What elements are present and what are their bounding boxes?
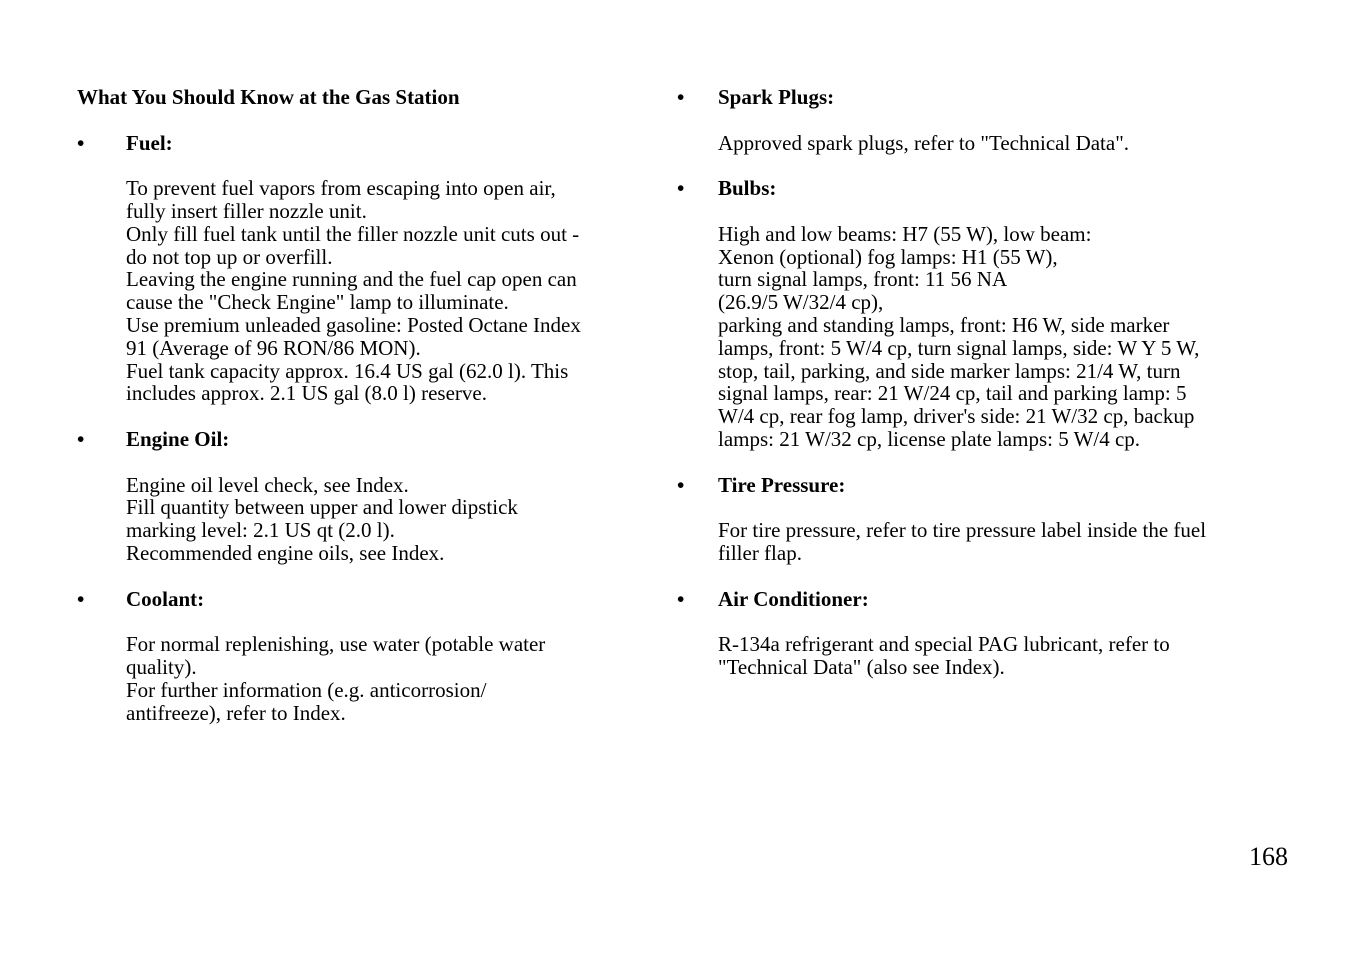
section-heading bbox=[677, 474, 1277, 497]
section-bulbs bbox=[677, 177, 1277, 451]
body-line: For further information (e.g. anticorrosion/ bbox=[126, 677, 487, 702]
body-line: quality). bbox=[126, 654, 197, 679]
body-line: parking and standing lamps, front: H6 W, side marker bbox=[718, 312, 1170, 337]
body-line: lamps, front: 5 W/4 cp, turn signal lamps, side: W Y 5 W, bbox=[718, 335, 1200, 360]
bullet-icon: • bbox=[677, 472, 685, 497]
body-line: includes approx. 2.1 US gal (8.0 l) reserve. bbox=[126, 381, 487, 406]
body-line: W/4 cp, rear fog lamp, driver's side: 21 W/32 cp, backup bbox=[718, 404, 1195, 429]
body-line: Leaving the engine running and the fuel cap open can bbox=[126, 267, 577, 292]
bullet-icon: • bbox=[677, 85, 685, 109]
bullet-icon: • bbox=[677, 176, 685, 201]
bullet-icon: • bbox=[77, 586, 85, 611]
section-heading bbox=[77, 132, 637, 155]
section-title: Tire Pressure: bbox=[718, 472, 846, 497]
left-column bbox=[77, 86, 637, 747]
body-line: Engine oil level check, see Index. bbox=[126, 472, 409, 497]
section-title: Fuel: bbox=[126, 130, 173, 155]
body-line: Only fill fuel tank until the filler nozzle unit cuts out - bbox=[126, 221, 580, 246]
body-line: R-134a refrigerant and special PAG lubricant, refer to bbox=[718, 632, 1170, 657]
section-body bbox=[126, 177, 637, 405]
body-line: antifreeze), refer to Index. bbox=[126, 700, 346, 725]
section-air-conditioner bbox=[677, 588, 1277, 679]
body-line: do not top up or overfill. bbox=[126, 244, 333, 269]
section-title: Bulbs: bbox=[718, 176, 777, 201]
bullet-icon: • bbox=[677, 586, 685, 611]
section-spark-plugs bbox=[677, 86, 1277, 154]
section-title: Spark Plugs: bbox=[718, 85, 835, 109]
body-line: Recommended engine oils, see Index. bbox=[126, 540, 445, 565]
section-heading bbox=[677, 177, 1277, 200]
body-line: filler flap. bbox=[718, 540, 802, 565]
body-line: (26.9/5 W/32/4 cp), bbox=[718, 290, 884, 315]
body-line: High and low beams: H7 (55 W), low beam: bbox=[718, 221, 1092, 246]
section-coolant bbox=[77, 588, 637, 725]
section-body bbox=[126, 474, 637, 565]
body-line: Fill quantity between upper and lower dipstick bbox=[126, 495, 518, 520]
bullet-icon: • bbox=[77, 426, 85, 451]
section-heading bbox=[77, 428, 637, 451]
section-body bbox=[718, 633, 1277, 679]
body-line: Approved spark plugs, refer to "Technical Data". bbox=[718, 130, 1130, 155]
body-line: cause the "Check Engine" lamp to illuminate. bbox=[126, 290, 509, 315]
section-title: Engine Oil: bbox=[126, 426, 230, 451]
body-line: Fuel tank capacity approx. 16.4 US gal (62.0 l). This bbox=[126, 358, 569, 383]
body-line: turn signal lamps, front: 11 56 NA bbox=[718, 267, 1008, 292]
body-line: fully insert filler nozzle unit. bbox=[126, 198, 367, 223]
right-column bbox=[677, 86, 1277, 702]
section-heading bbox=[677, 86, 1277, 109]
body-line: For normal replenishing, use water (potable water bbox=[126, 632, 546, 657]
body-line: To prevent fuel vapors from escaping into open air, bbox=[126, 176, 556, 201]
section-heading bbox=[77, 588, 637, 611]
section-heading bbox=[677, 588, 1277, 611]
section-body bbox=[126, 633, 637, 724]
body-line: 91 (Average of 96 RON/86 MON). bbox=[126, 335, 421, 360]
section-body bbox=[718, 519, 1277, 565]
bullet-icon: • bbox=[77, 130, 85, 155]
section-body bbox=[718, 223, 1277, 451]
body-line: lamps: 21 W/32 cp, license plate lamps: 5 W/4 cp. bbox=[718, 426, 1141, 451]
page-number: 168 bbox=[1249, 842, 1288, 871]
body-line: marking level: 2.1 US qt (2.0 l). bbox=[126, 518, 395, 543]
section-engine-oil bbox=[77, 428, 637, 565]
body-line: Use premium unleaded gasoline: Posted Octane Index bbox=[126, 312, 581, 337]
body-line: Xenon (optional) fog lamps: H1 (55 W), bbox=[718, 244, 1058, 269]
section-body bbox=[718, 132, 1277, 155]
section-fuel bbox=[77, 132, 637, 406]
body-line: signal lamps, rear: 21 W/24 cp, tail and parking lamp: 5 bbox=[718, 381, 1187, 406]
section-tire-pressure bbox=[677, 474, 1277, 565]
body-line: "Technical Data" (also see Index). bbox=[718, 654, 1005, 679]
section-title: Coolant: bbox=[126, 586, 205, 611]
section-title: Air Conditioner: bbox=[718, 586, 869, 611]
body-line: stop, tail, parking, and side marker lamps: 21/4 W, turn bbox=[718, 358, 1181, 383]
body-line: For tire pressure, refer to tire pressure label inside the fuel bbox=[718, 518, 1207, 543]
page-title: What You Should Know at the Gas Station bbox=[77, 85, 460, 109]
